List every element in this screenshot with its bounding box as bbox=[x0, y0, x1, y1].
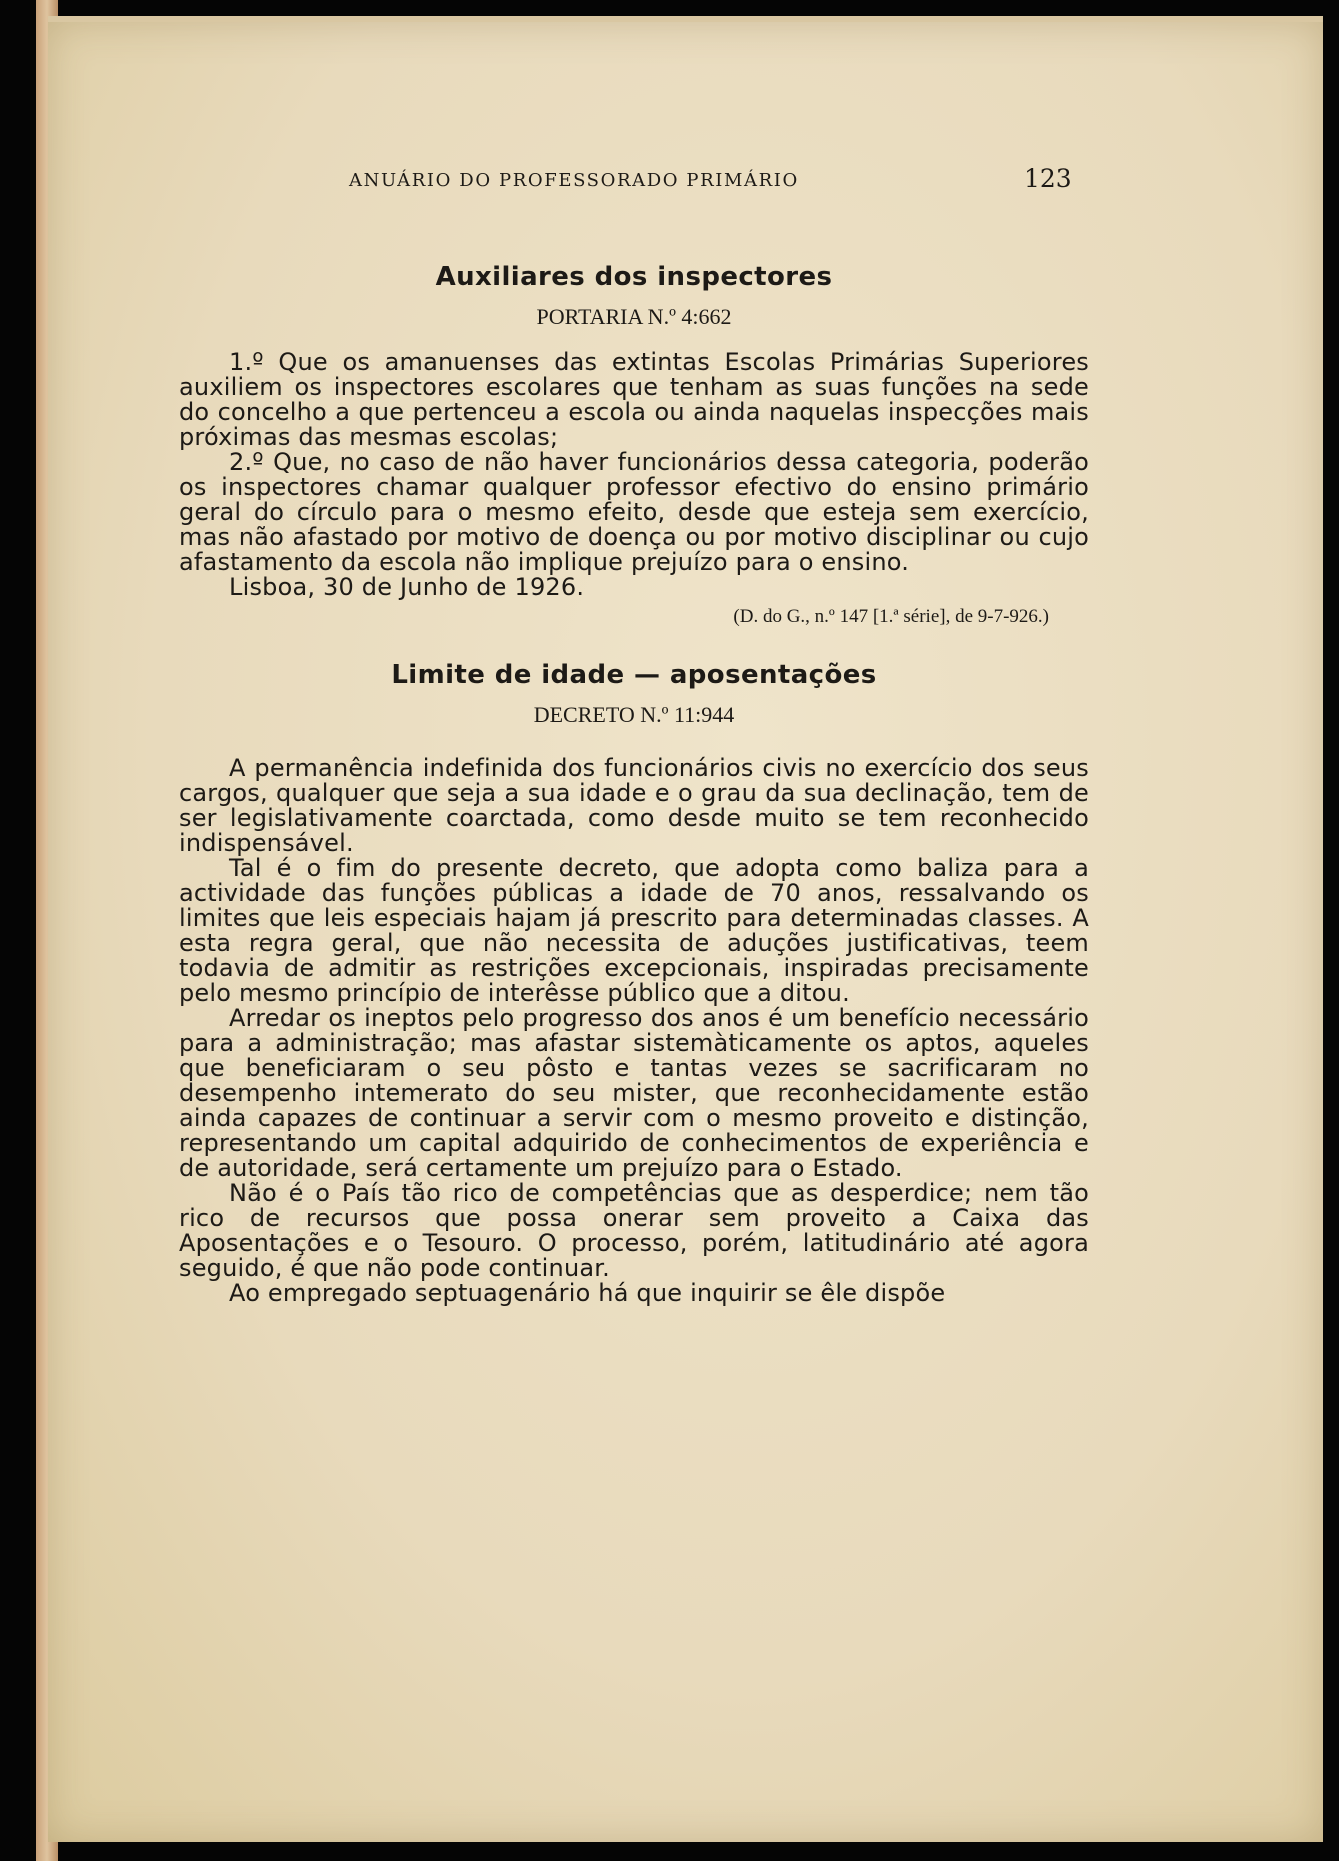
paragraph: Arredar os ineptos pelo progresso dos anos é um benefício necessário para a administração; mas afastar sistemàticamente os aptos, aqueles que beneficiaram o seu pôsto e tantas vezes se sacrificaram no desempenho intemerato do seu mister, que reconhecidamente estão ainda capazes de continuar a servir com o mesmo proveito e distinção, representando um capital adquirido de conhecimentos de experiência e de autoridade, será certamente um prejuízo para o Estado. bbox=[179, 1004, 1089, 1182]
section-subtitle-decreto: DECRETO N.º 11:944 bbox=[533, 702, 735, 727]
section-title-auxiliares: Auxiliares dos inspectores bbox=[435, 262, 833, 292]
section-body-limite-idade bbox=[179, 756, 1089, 1306]
running-header bbox=[179, 140, 1089, 193]
citation: (D. do G., n.º 147 [1.ª série], de 9-7-926.) bbox=[733, 606, 1049, 627]
page-number: 123 bbox=[1024, 164, 1072, 193]
paragraph: A permanência indefinida dos funcionários civis no exercício dos seus cargos, qualquer que seja a sua idade e o grau da sua declinação, tem de ser legislativamente coarctada, como desde muito se tem reconhecido indispensável. bbox=[179, 754, 1089, 857]
paragraph: 2.º Que, no caso de não haver funcionários dessa categoria, poderão os inspectores chamar qualquer professor efectivo do ensino primário geral do círculo para o mesmo efeito, desde que esteja sem exercício, mas não afastado por motivo de doença ou por motivo disciplinar ou cujo afastamento da escola não implique prejuízo para o ensino. bbox=[179, 448, 1089, 576]
section-title-limite-idade: Limite de idade — aposentações bbox=[391, 660, 877, 690]
date-line: Lisboa, 30 de Junho de 1926. bbox=[229, 573, 585, 601]
page-content bbox=[179, 140, 1089, 1306]
section-subtitle-portaria: PORTARIA N.º 4:662 bbox=[536, 304, 732, 329]
paragraph: Tal é o fim do presente decreto, que adopta como baliza para a actividade das funções públicas a idade de 70 anos, ressalvando os limites que leis especiais hajam já prescrito para determinadas classes. A esta regra geral, que não necessita de aduções justificativas, teem todavia de admitir as restrições excepcionais, inspiradas precisamente pelo mesmo princípio de interêsse público que a ditou. bbox=[179, 854, 1089, 1007]
section-body-auxiliares bbox=[179, 350, 1089, 600]
running-title: ANUÁRIO DO PROFESSORADO PRIMÁRIO bbox=[349, 170, 799, 191]
paragraph: Ao empregado septuagenário há que inquirir se êle dispõe bbox=[229, 1279, 946, 1307]
paragraph: 1.º Que os amanuenses das extintas Escolas Primárias Superiores auxiliem os inspectores escolares que tenham as suas funções na sede do concelho a que pertenceu a escola ou ainda naquelas inspecções mais próximas das mesmas escolas; bbox=[179, 348, 1089, 451]
paragraph: Não é o País tão rico de competências que as desperdice; nem tão rico de recursos que possa onerar sem proveito a Caixa das Aposentações e o Tesouro. O processo, porém, latitudinário até agora seguido, é que não pode continuar. bbox=[179, 1179, 1089, 1282]
